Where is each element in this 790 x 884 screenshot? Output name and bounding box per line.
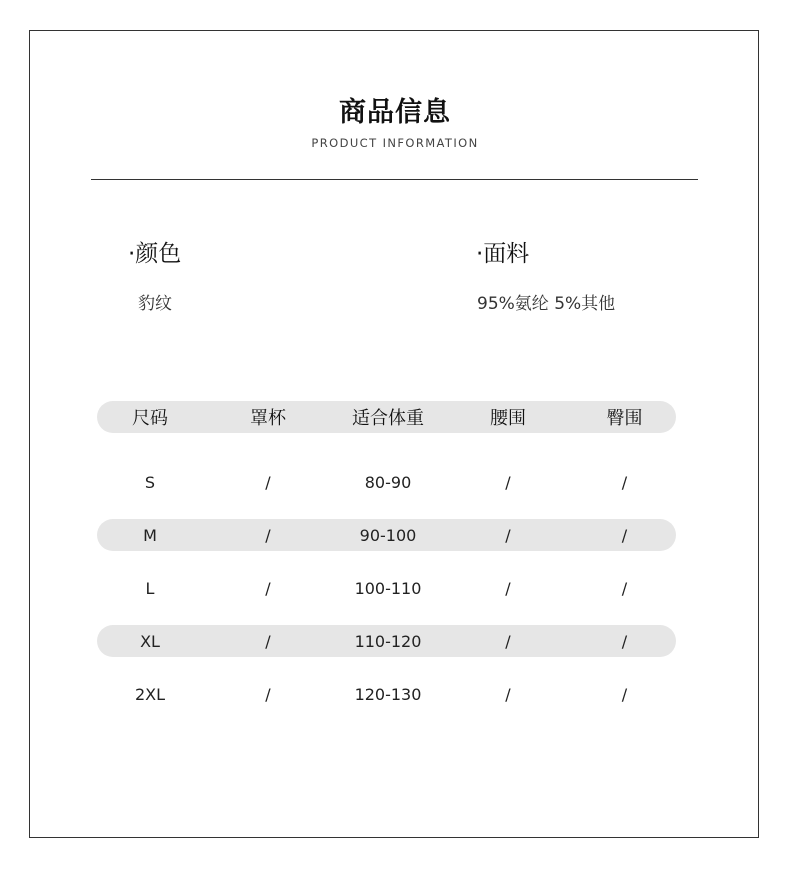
column-header: 腰围 (490, 408, 526, 429)
table-row (97, 625, 676, 657)
color-label: ·颜色 (128, 241, 182, 267)
table-cell: / (621, 578, 628, 598)
table-cell: / (265, 578, 271, 598)
page-subtitle: PRODUCT INFORMATION (311, 136, 479, 150)
fabric-label: ·面料 (476, 241, 530, 267)
column-header: 臀围 (606, 408, 643, 429)
table-cell: / (265, 684, 271, 704)
table-cell: / (621, 684, 628, 704)
column-header: 罩杯 (250, 408, 286, 429)
content-frame (29, 30, 759, 838)
table-cell: M (143, 525, 157, 545)
column-header: 尺码 (132, 408, 168, 429)
table-header-row (97, 401, 676, 433)
title-divider (91, 179, 698, 180)
table-cell: 90-100 (359, 525, 417, 545)
table-cell: 80-90 (364, 472, 412, 492)
table-cell: / (621, 525, 628, 545)
column-header: 适合体重 (352, 408, 424, 429)
table-cell: / (505, 684, 511, 704)
table-cell: / (505, 631, 511, 651)
table-cell: 100-110 (354, 578, 422, 598)
table-cell: / (265, 631, 271, 651)
table-cell: XL (140, 631, 160, 651)
table-row (97, 519, 676, 551)
table-cell: S (144, 472, 156, 492)
table-cell: / (505, 578, 511, 598)
table-cell: / (265, 472, 271, 492)
table-cell: 120-130 (354, 684, 422, 704)
table-row (97, 678, 676, 710)
fabric-value: 95%氨纶 5%其他 (477, 294, 616, 314)
page-title: 商品信息 (339, 97, 451, 128)
table-cell: 2XL (134, 684, 166, 704)
table-cell: / (505, 472, 511, 492)
color-value: 豹纹 (138, 294, 172, 314)
table-cell: L (145, 578, 155, 598)
table-cell: / (621, 631, 628, 651)
table-cell: / (505, 525, 511, 545)
table-row (97, 572, 676, 604)
table-cell: / (265, 525, 271, 545)
table-row (97, 466, 676, 498)
table-cell: 110-120 (354, 631, 422, 651)
table-cell: / (621, 472, 628, 492)
